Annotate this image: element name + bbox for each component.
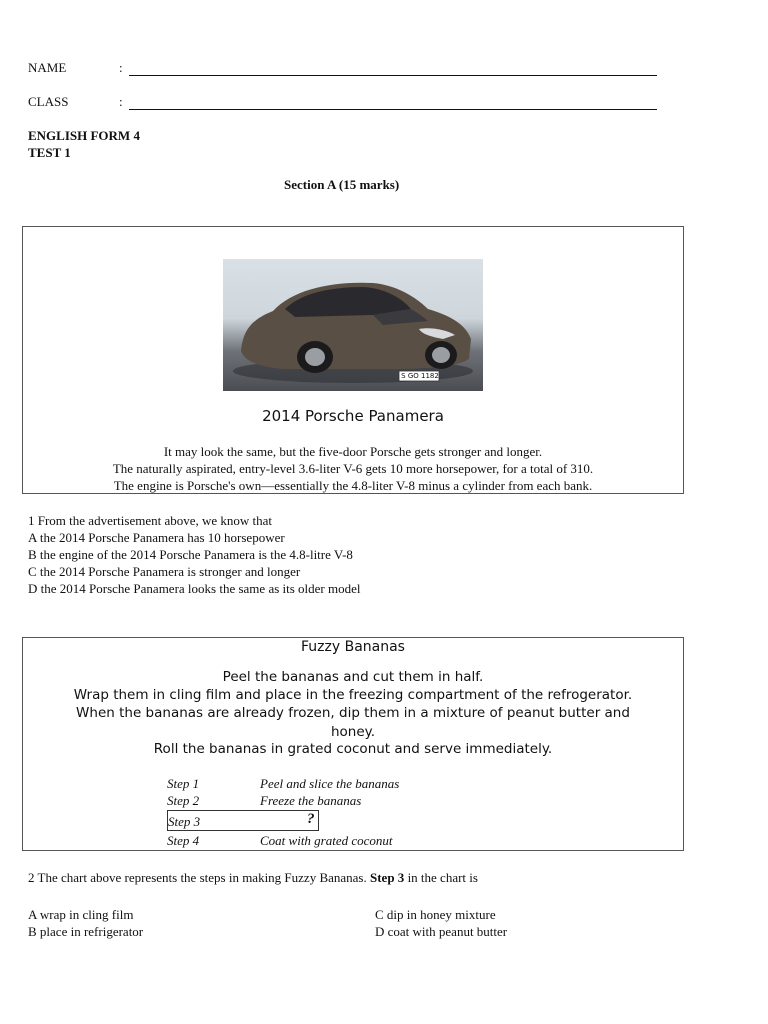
car-illustration: [223, 259, 483, 391]
step-3-text: ?: [307, 811, 315, 827]
advert-title: 2014 Porsche Panamera: [262, 407, 444, 425]
recipe-line-2: Wrap them in cling film and place in the freezing compartment of the refrogerator.: [73, 687, 633, 703]
q1-option-c: C the 2014 Porsche Panamera is stronger and longer: [28, 564, 301, 579]
section-title: Section A (15 marks): [284, 177, 400, 192]
step-4-label: Step 4: [167, 833, 200, 848]
test-title: TEST 1: [28, 145, 71, 160]
q2-option-d: D coat with peanut butter: [375, 924, 508, 939]
q2-stem-before: 2 The chart above represents the steps in making Fuzzy Bananas.: [28, 870, 370, 885]
advert-line-3: The engine is Porsche's own—essentially the 4.8-liter V-8 minus a cylinder from each bank.: [113, 478, 593, 493]
recipe-line-5: Roll the bananas in grated coconut and serve immediately.: [153, 741, 553, 757]
recipe-line-3: When the bananas are already frozen, dip them in a mixture of peanut butter and: [76, 705, 630, 721]
q2-stem-bold: Step 3: [370, 870, 405, 885]
advert-line-1: It may look the same, but the five-door Porsche gets stronger and longer.: [163, 444, 543, 459]
recipe-line-1: Peel the bananas and cut them in half.: [222, 669, 484, 685]
step-1-label: Step 1: [167, 776, 200, 791]
step-3-label: Step 3: [168, 814, 201, 829]
step-2-text: Freeze the bananas: [260, 793, 362, 808]
q1-option-b: B the engine of the 2014 Porsche Panamera is the 4.8-litre V-8: [28, 547, 353, 562]
q1-option-a: A the 2014 Porsche Panamera has 10 horsepower: [28, 530, 285, 545]
name-label: NAME: [28, 60, 67, 75]
q2-option-c: C dip in honey mixture: [375, 907, 496, 922]
advertisement-box: [22, 226, 684, 494]
recipe-line-4: honey.: [330, 724, 376, 740]
q1-option-d: D the 2014 Porsche Panamera looks the same as its older model: [28, 581, 361, 596]
subject-title: ENGLISH FORM 4: [28, 128, 140, 143]
recipe-box: [22, 637, 684, 851]
name-line: [129, 61, 657, 76]
q2-stem-after: in the chart is: [404, 870, 478, 885]
step-1-text: Peel and slice the bananas: [260, 776, 400, 791]
q2-option-a: A wrap in cling film: [28, 907, 134, 922]
q2-option-b: B place in refrigerator: [28, 924, 144, 939]
step-4-text: Coat with grated coconut: [260, 833, 393, 848]
license-plate: S GO 1182: [401, 372, 439, 380]
class-line: [129, 95, 657, 110]
car-photo: [223, 259, 483, 391]
step-2-label: Step 2: [167, 793, 200, 808]
q2-stem: [28, 869, 478, 886]
class-label: CLASS: [28, 94, 69, 109]
q1-stem: 1 From the advertisement above, we know that: [28, 513, 273, 528]
recipe-title: Fuzzy Bananas: [301, 639, 405, 655]
name-colon: :: [119, 60, 123, 75]
class-colon: :: [119, 94, 123, 109]
advert-line-2: The naturally aspirated, entry-level 3.6-liter V-6 gets 10 more horsepower, for a total of 310.: [112, 461, 594, 476]
